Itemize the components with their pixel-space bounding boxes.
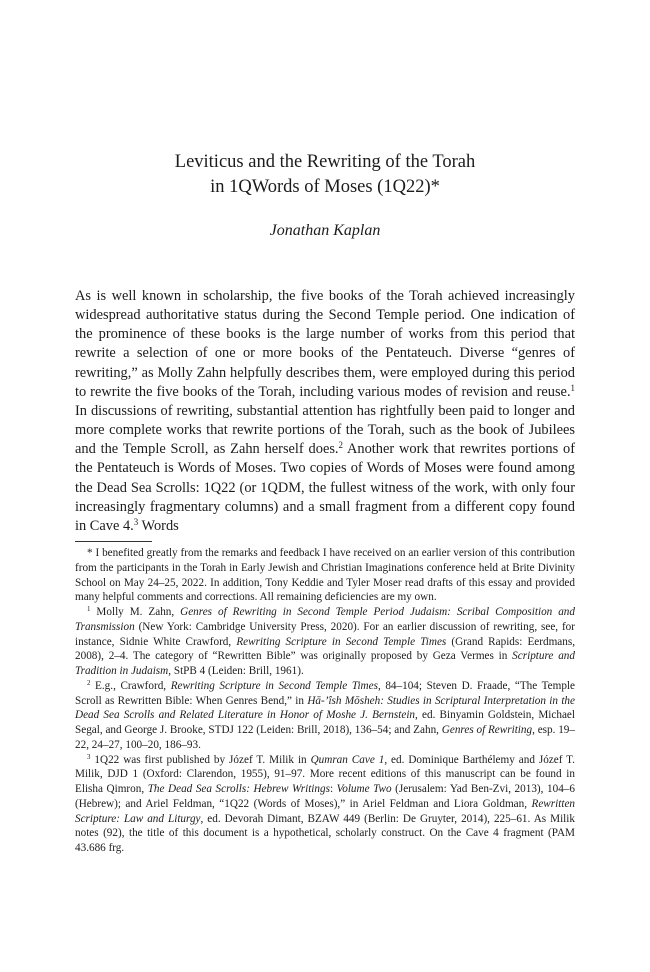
chapter-title-line-1: Leviticus and the Rewriting of the Torah bbox=[174, 152, 476, 172]
footnote-star bbox=[75, 546, 575, 605]
footnote-3-title: The Dead Sea Scrolls: Hebrew Writings bbox=[147, 783, 330, 795]
footnote-3-text: 1Q22 was first published by Józef T. Milik in bbox=[90, 753, 311, 766]
footnotes bbox=[75, 546, 575, 856]
body-text-part-4: Words bbox=[138, 517, 179, 534]
footnote-3-title: Volume Two bbox=[336, 783, 392, 795]
footnote-2-title: Rewriting Scripture in Second Temple Times bbox=[170, 679, 378, 692]
footnote-2-text: , 84–104; Steven D. Fraade, “The Temple Scroll as Rewritten Bible: When Genres Bend,” in bbox=[75, 679, 575, 707]
footnote-2-text: E.g., Crawford, bbox=[90, 679, 171, 692]
footnote-star-text: I benefited greatly from the remarks and feedback I have received on an earlier version of this contribution from the participants in the Torah in Early Jewish and Christian Imaginations conference held at Brite Divinity School on May 24–25, 2022. In addition, Tony Keddie and Tyler Moser read drafts of this essay and provided many helpful comments and corrections. All remaining deficiencies are my own. bbox=[75, 547, 575, 604]
author-name: Jonathan Kaplan bbox=[269, 222, 381, 239]
footnote-3-title: Qumran Cave 1 bbox=[310, 753, 385, 766]
footnote-1-title: Genres of Rewriting in Second Temple Period Judaism: Scribal Composition and Transmission bbox=[75, 606, 575, 633]
footnote-1-title: Rewriting Scripture in Second Temple Times bbox=[236, 635, 447, 648]
footnote-1-title: Scripture and Tradition in Judaism bbox=[75, 650, 575, 677]
footnote-1-text: (Grand Rapids: Eerdmans, 2008), 2–4. The category of “Rewritten Bible” was originally proposed by Geza Vermes in bbox=[75, 635, 576, 663]
footnote-1-mark: 1 bbox=[87, 605, 91, 614]
title-footnote-marker: * bbox=[430, 177, 440, 197]
footnote-3-text: (Jerusalem: Yad Ben-Zvi, 2013), 104–6 (Hebrew); and Ariel Feldman, “1Q22 (Words of Moses),” in Ariel Feldman and Liora Goldman, bbox=[75, 783, 575, 810]
footnote-1-text: Molly M. Zahn, bbox=[90, 606, 181, 618]
footnote-3-text: , ed. Devorah Dimant, BZAW 449 (Berlin: De Gruyter, 2014), 225–61. As Milik notes (92), the title of this document is a hypothetical, scholarly construct. On the Cave 4 fragment (PAM 43.686 frg. bbox=[75, 812, 575, 854]
body-paragraph bbox=[75, 287, 575, 536]
chapter-title-line-2 bbox=[0, 175, 650, 200]
footnote-ref-3: 3 bbox=[133, 516, 139, 527]
footnote-2-mark: 2 bbox=[87, 678, 91, 687]
body-text-part-1: As is well known in scholarship, the five books of the Torah achieved increasingly widespread authoritative status during the Second Temple period. One indication of the prominence of these books is the large number of works from this period that rewrite a selection of one or more books of the Pentateuch. Diverse “genres of rewriting,” as Molly Zahn helpfully describes them, were employed during this period to rewrite the five books of the Torah, including various modes of revision and reuse. bbox=[75, 288, 575, 400]
footnote-2-text: , ed. Binyamin Goldstein, Michael Segal, and George J. Brooke, STDJ 122 (Leiden: Brill, 2018), 136–54; and Zahn, bbox=[75, 709, 575, 736]
footnote-3-text: : bbox=[329, 783, 337, 795]
footnote-divider bbox=[75, 541, 152, 542]
footnote-3-text: , ed. Dominique Barthélemy and Józef T. Milik, DJD 1 (Oxford: Clarendon, 1955), 91–97. More recent editions of this manuscript can be found in Elisha Qimron, bbox=[75, 753, 575, 795]
footnote-3-mark: 3 bbox=[87, 752, 91, 761]
footnote-2 bbox=[75, 679, 575, 753]
chapter-title bbox=[0, 150, 650, 200]
footnote-2-title: Hā-’îsh Mōsheh: Studies in Scriptural Interpretation in the Dead Sea Scrolls and Related Literature in Honor of Moshe J. Bernstein bbox=[75, 694, 575, 722]
footnote-1-text: , StPB 4 (Leiden: Brill, 1961). bbox=[168, 665, 304, 677]
footnote-2-text: , esp. 19–22, 24–27, 100–20, 186–93. bbox=[75, 724, 575, 751]
footnote-star-mark: * bbox=[87, 547, 93, 559]
footnote-2-title: Genres of Rewriting bbox=[441, 724, 533, 736]
footnote-1-text: (New York: Cambridge University Press, 2020). For an earlier discussion of rewriting, see, for instance, Sidnie White Crawford, bbox=[75, 620, 575, 648]
footnote-3-title: Rewritten Scripture: Law and Liturgy bbox=[75, 797, 575, 825]
footnote-ref-2: 2 bbox=[338, 440, 343, 451]
body-text bbox=[75, 287, 575, 536]
body-text-part-2: In discussions of rewriting, substantial attention has rightfully been paid to longer and more complete works that rewrite portions of the Torah, such as the book of Jubilees and the Temple Scroll, as Zahn herself does. bbox=[75, 402, 575, 458]
footnote-3 bbox=[75, 753, 575, 856]
footnote-ref-1: 1 bbox=[570, 382, 575, 393]
chapter-title-line-2-text: in 1QWords of Moses (1Q22) bbox=[210, 177, 431, 197]
body-text-part-3: Another work that rewrites portions of the Pentateuch is Words of Moses. Two copies of Words of Moses were found among the Dead Sea Scrolls: 1Q22 (or 1QDM, the fullest witness of the work, with only four increasingly fragmentary columns) and a small fragment from a different copy found in Cave 4. bbox=[75, 441, 575, 534]
footnote-1 bbox=[75, 605, 575, 679]
